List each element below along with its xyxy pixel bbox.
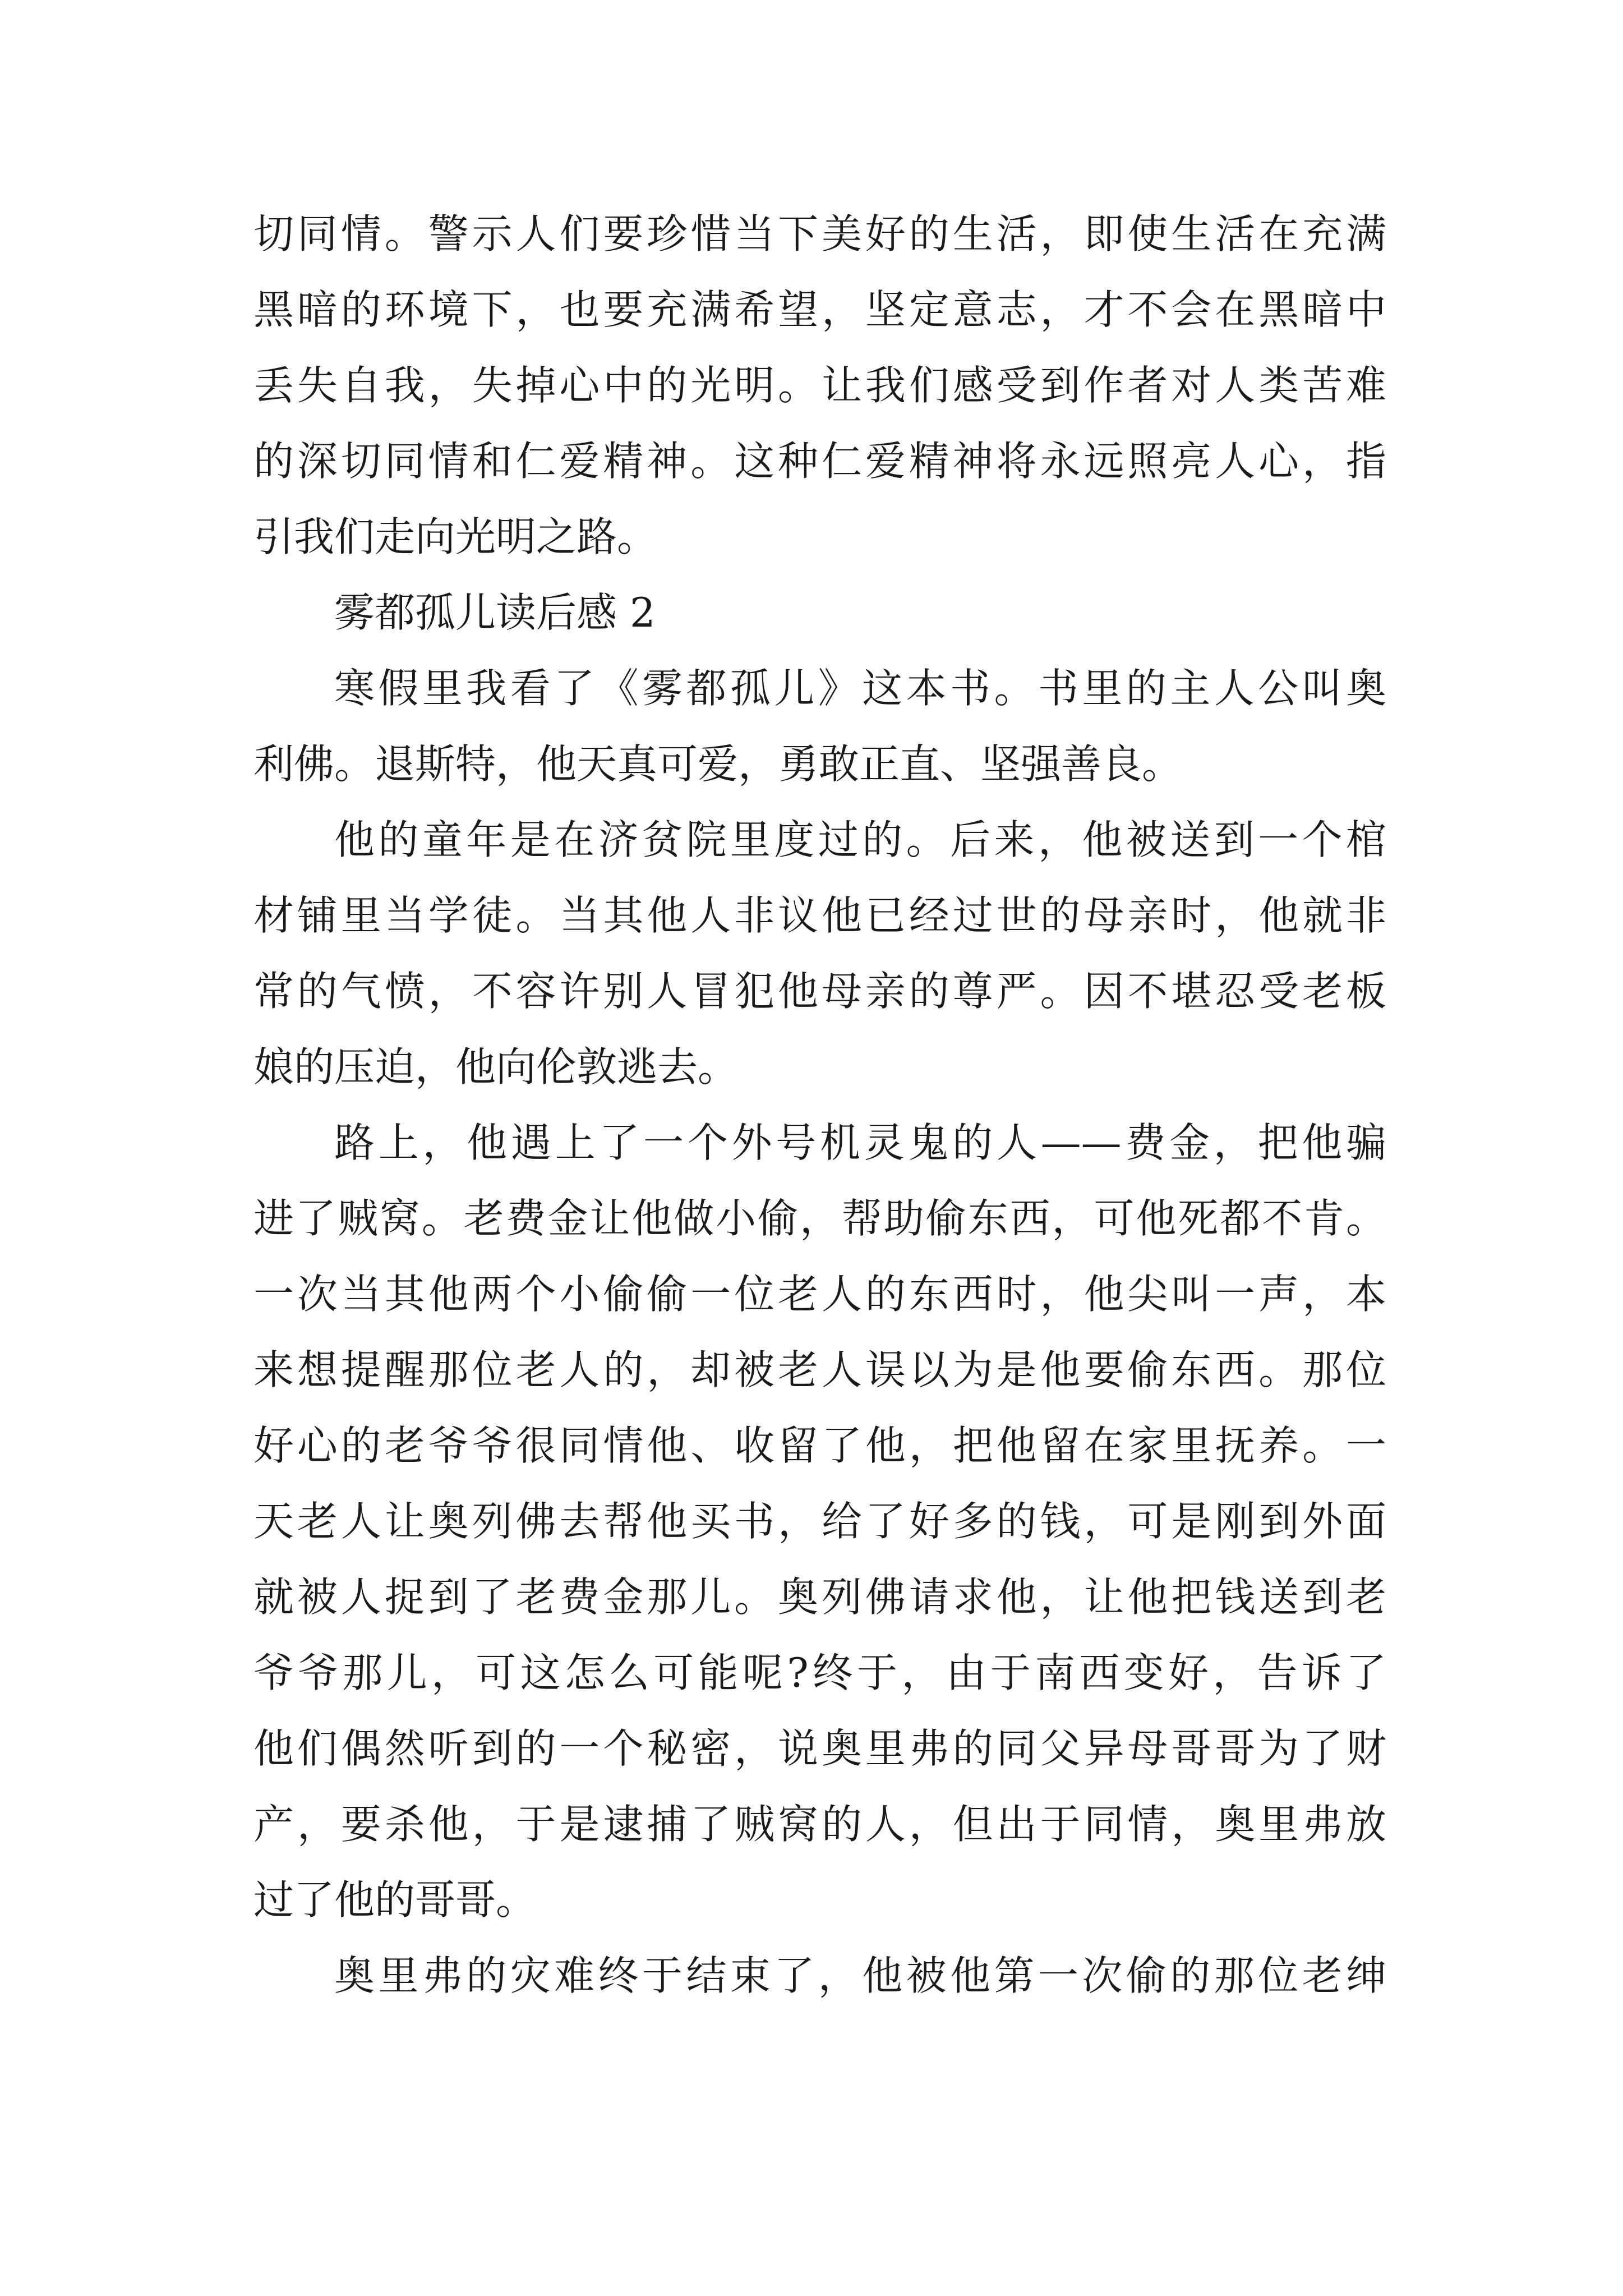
text-line: 寒假里我看了《雾都孤儿》这本书。书里的主人公叫奥 [334,665,1386,712]
text-line: 进了贼窝。老费金让他做小偷，帮助偷东西，可他死都不肯。 [253,1195,1386,1242]
text-line: 常的气愤，不容许别人冒犯他母亲的尊严。因不堪忍受老板 [253,968,1386,1015]
text-line: 材铺里当学徒。当其他人非议他已经过世的母亲时，他就非 [253,892,1386,939]
text-line: 黑暗的环境下，也要充满希望，坚定意志，才不会在黑暗中 [253,286,1386,333]
text-line: 来想提醒那位老人的，却被老人误以为是他要偷东西。那位 [253,1346,1386,1393]
section-heading: 雾都孤儿读后感 2 [334,589,656,636]
text-line: 天老人让奥列佛去帮他买书，给了好多的钱，可是刚到外面 [253,1498,1386,1545]
text-line: 就被人捉到了老费金那儿。奥列佛请求他，让他把钱送到老 [253,1573,1386,1621]
text-line: 的深切同情和仁爱精神。这种仁爱精神将永远照亮人心，指 [253,438,1386,485]
text-line: 路上，他遇上了一个外号机灵鬼的人——费金，把他骗 [334,1119,1386,1166]
text-line: 引我们走向光明之路。 [253,513,658,560]
text-line: 他们偶然听到的一个秘密，说奥里弗的同父异母哥哥为了财 [253,1725,1386,1772]
text-line: 丢失自我，失掉心中的光明。让我们感受到作者对人类苦难 [253,362,1386,409]
text-line: 爷爷那儿，可这怎么可能呢?终于，由于南西变好，告诉了 [253,1649,1386,1696]
text-line: 一次当其他两个小偷偷一位老人的东西时，他尖叫一声，本 [253,1271,1386,1318]
text-line: 过了他的哥哥。 [253,1876,537,1924]
text-line: 利佛。退斯特，他天真可爱，勇敢正直、坚强善良。 [253,740,1183,788]
text-line: 娘的压迫，他向伦敦逃去。 [253,1043,739,1091]
text-line: 他的童年是在济贫院里度过的。后来，他被送到一个棺 [334,816,1386,863]
text-line: 奥里弗的灾难终于结束了，他被他第一次偷的那位老绅 [334,1952,1386,1999]
text-line: 产，要杀他，于是逮捕了贼窝的人，但出于同情，奥里弗放 [253,1801,1386,1848]
text-line: 好心的老爷爷很同情他、收留了他，把他留在家里抚养。一 [253,1422,1386,1469]
text-line: 切同情。警示人们要珍惜当下美好的生活，即使生活在充满 [253,210,1386,257]
